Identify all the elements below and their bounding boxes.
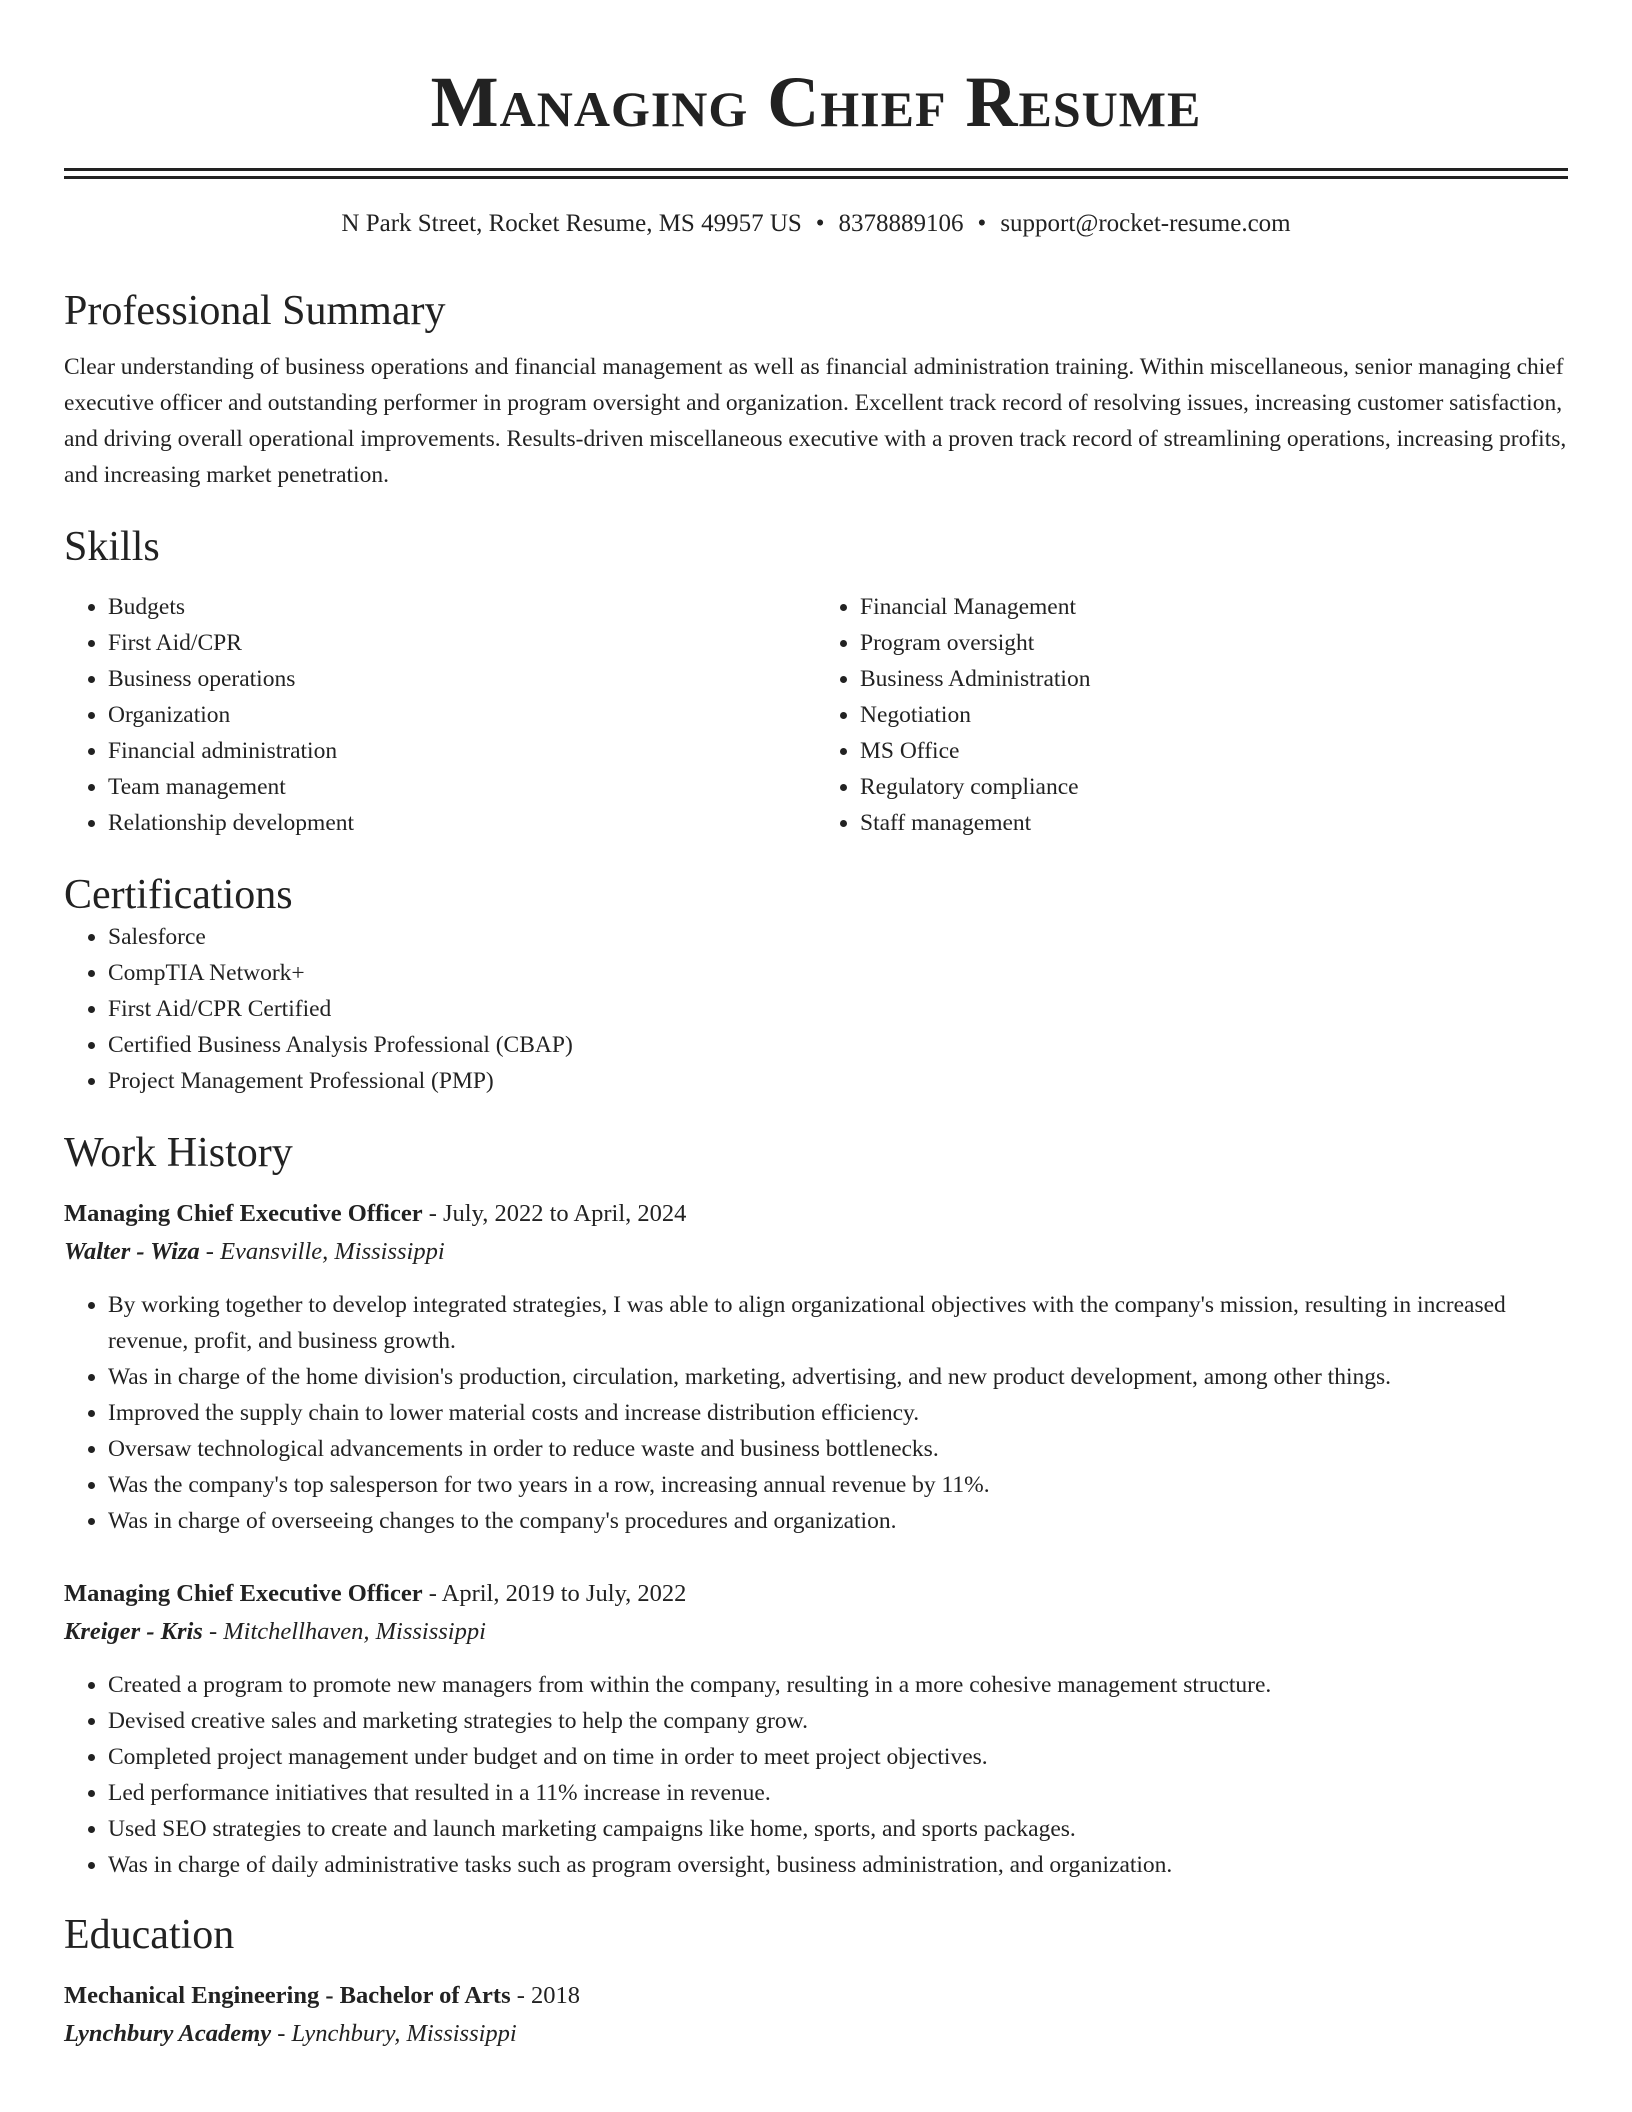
contact-phone: 8378889106 <box>838 210 964 237</box>
job-company: Walter - Wiza <box>64 1238 200 1265</box>
job-bullet: • Improved the supply chain to lower material costs and increase distribution efficiency. <box>108 1395 1568 1431</box>
contact-separator: • <box>815 210 825 237</box>
job-title-line <box>64 1195 1568 1233</box>
job-bullet: • Was the company's top salesperson for two years in a row, increasing annual revenue by 11%. <box>108 1467 1568 1503</box>
job-bullet: • Used SEO strategies to create and launch marketing campaigns like home, sports, and sports packages. <box>108 1811 1568 1847</box>
school-location: - Lynchbury, Mississippi <box>271 2020 517 2047</box>
skill-item: • Business operations <box>108 661 816 697</box>
job-company: Kreiger - Kris <box>64 1618 203 1645</box>
job-bullet: • Created a program to promote new managers from within the company, resulting in a more cohesive management structure. <box>108 1667 1568 1703</box>
certification-item: • Project Management Professional (PMP) <box>108 1063 1568 1099</box>
skill-item: • Relationship development <box>108 805 816 841</box>
job-bullet: • Led performance initiatives that resulted in a 11% increase in revenue. <box>108 1775 1568 1811</box>
job-dates: - April, 2019 to July, 2022 <box>422 1580 687 1607</box>
job-location: - Evansville, Mississippi <box>199 1238 445 1265</box>
certification-item: • First Aid/CPR Certified <box>108 991 1568 1027</box>
education-heading: Education <box>64 1912 235 1958</box>
job-entry <box>64 1575 1568 1883</box>
job-bullets <box>64 1287 1568 1539</box>
education-entry <box>64 1977 1568 2053</box>
graduation-year: - 2018 <box>510 1982 581 2009</box>
skill-item: • Business Administration <box>860 661 1568 697</box>
skill-item: • Negotiation <box>860 697 1568 733</box>
summary-text: Clear understanding of business operations and financial management as well as financial administration training. Within miscellaneous, senior managing chief executive officer and outstanding performer in program oversight and organization. Excellent track record of resolving issues, increasing customer satisfaction, and driving overall operational improvements. Results-driven miscellaneous executive with a proven track record of streamlining operations, increasing profits, and increasing market penetration. <box>64 354 1567 488</box>
resume-title: Managing Chief Resume <box>430 62 1202 142</box>
degree-line <box>64 1977 1568 2015</box>
job-company-line <box>64 1613 1568 1651</box>
degree: Mechanical Engineering - Bachelor of Arts <box>64 1982 511 2009</box>
job-bullet: • Devised creative sales and marketing strategies to help the company grow. <box>108 1703 1568 1739</box>
skill-item: • Financial administration <box>108 733 816 769</box>
work-history-heading: Work History <box>64 1130 293 1176</box>
certification-item: • CompTIA Network+ <box>108 955 1568 991</box>
title-divider-bottom <box>64 176 1568 179</box>
job-location: - Mitchellhaven, Mississippi <box>202 1618 486 1645</box>
contact-line <box>64 209 1568 239</box>
job-title: Managing Chief Executive Officer <box>64 1580 423 1607</box>
skill-item: • Program oversight <box>860 625 1568 661</box>
skills-left-list <box>64 589 816 841</box>
skill-item: • MS Office <box>860 733 1568 769</box>
summary-heading: Professional Summary <box>64 288 446 334</box>
job-bullet: • Was in charge of daily administrative tasks such as program oversight, business administration, and organization. <box>108 1847 1568 1883</box>
job-bullet: • Completed project management under budget and on time in order to meet project objectives. <box>108 1739 1568 1775</box>
skill-item: • Staff management <box>860 805 1568 841</box>
job-title: Managing Chief Executive Officer <box>64 1200 423 1227</box>
job-bullet: • Was in charge of the home division's production, circulation, marketing, advertising, and new product development, among other things. <box>108 1359 1568 1395</box>
certification-item: • Certified Business Analysis Professional (CBAP) <box>108 1027 1568 1063</box>
job-title-line <box>64 1575 1568 1613</box>
skill-item: • Team management <box>108 769 816 805</box>
job-entry <box>64 1195 1568 1539</box>
job-bullets <box>64 1667 1568 1883</box>
job-dates: - July, 2022 to April, 2024 <box>422 1200 687 1227</box>
job-bullet: • Was in charge of overseeing changes to the company's procedures and organization. <box>108 1503 1568 1539</box>
job-company-line <box>64 1233 1568 1271</box>
skills-columns <box>64 589 1568 841</box>
contact-address: N Park Street, Rocket Resume, MS 49957 US <box>341 210 802 237</box>
certification-item: • Salesforce <box>108 919 1568 955</box>
certifications-list <box>64 919 1568 1099</box>
skill-item: • Regulatory compliance <box>860 769 1568 805</box>
contact-separator: • <box>977 210 987 237</box>
job-bullet: • Oversaw technological advancements in order to reduce waste and business bottlenecks. <box>108 1431 1568 1467</box>
skills-heading: Skills <box>64 524 160 570</box>
skill-item: • Financial Management <box>860 589 1568 625</box>
certifications-heading: Certifications <box>64 872 293 918</box>
skills-right-list <box>816 589 1568 841</box>
skill-item: • Budgets <box>108 589 816 625</box>
job-bullet: • By working together to develop integrated strategies, I was able to align organizational objectives with the company's mission, resulting in increased revenue, profit, and business growth. <box>108 1287 1568 1359</box>
title-divider-top <box>64 168 1568 171</box>
school-name: Lynchbury Academy <box>64 2020 272 2047</box>
contact-email: support@rocket-resume.com <box>1000 210 1291 237</box>
skill-item: • Organization <box>108 697 816 733</box>
school-line <box>64 2015 1568 2053</box>
skill-item: • First Aid/CPR <box>108 625 816 661</box>
